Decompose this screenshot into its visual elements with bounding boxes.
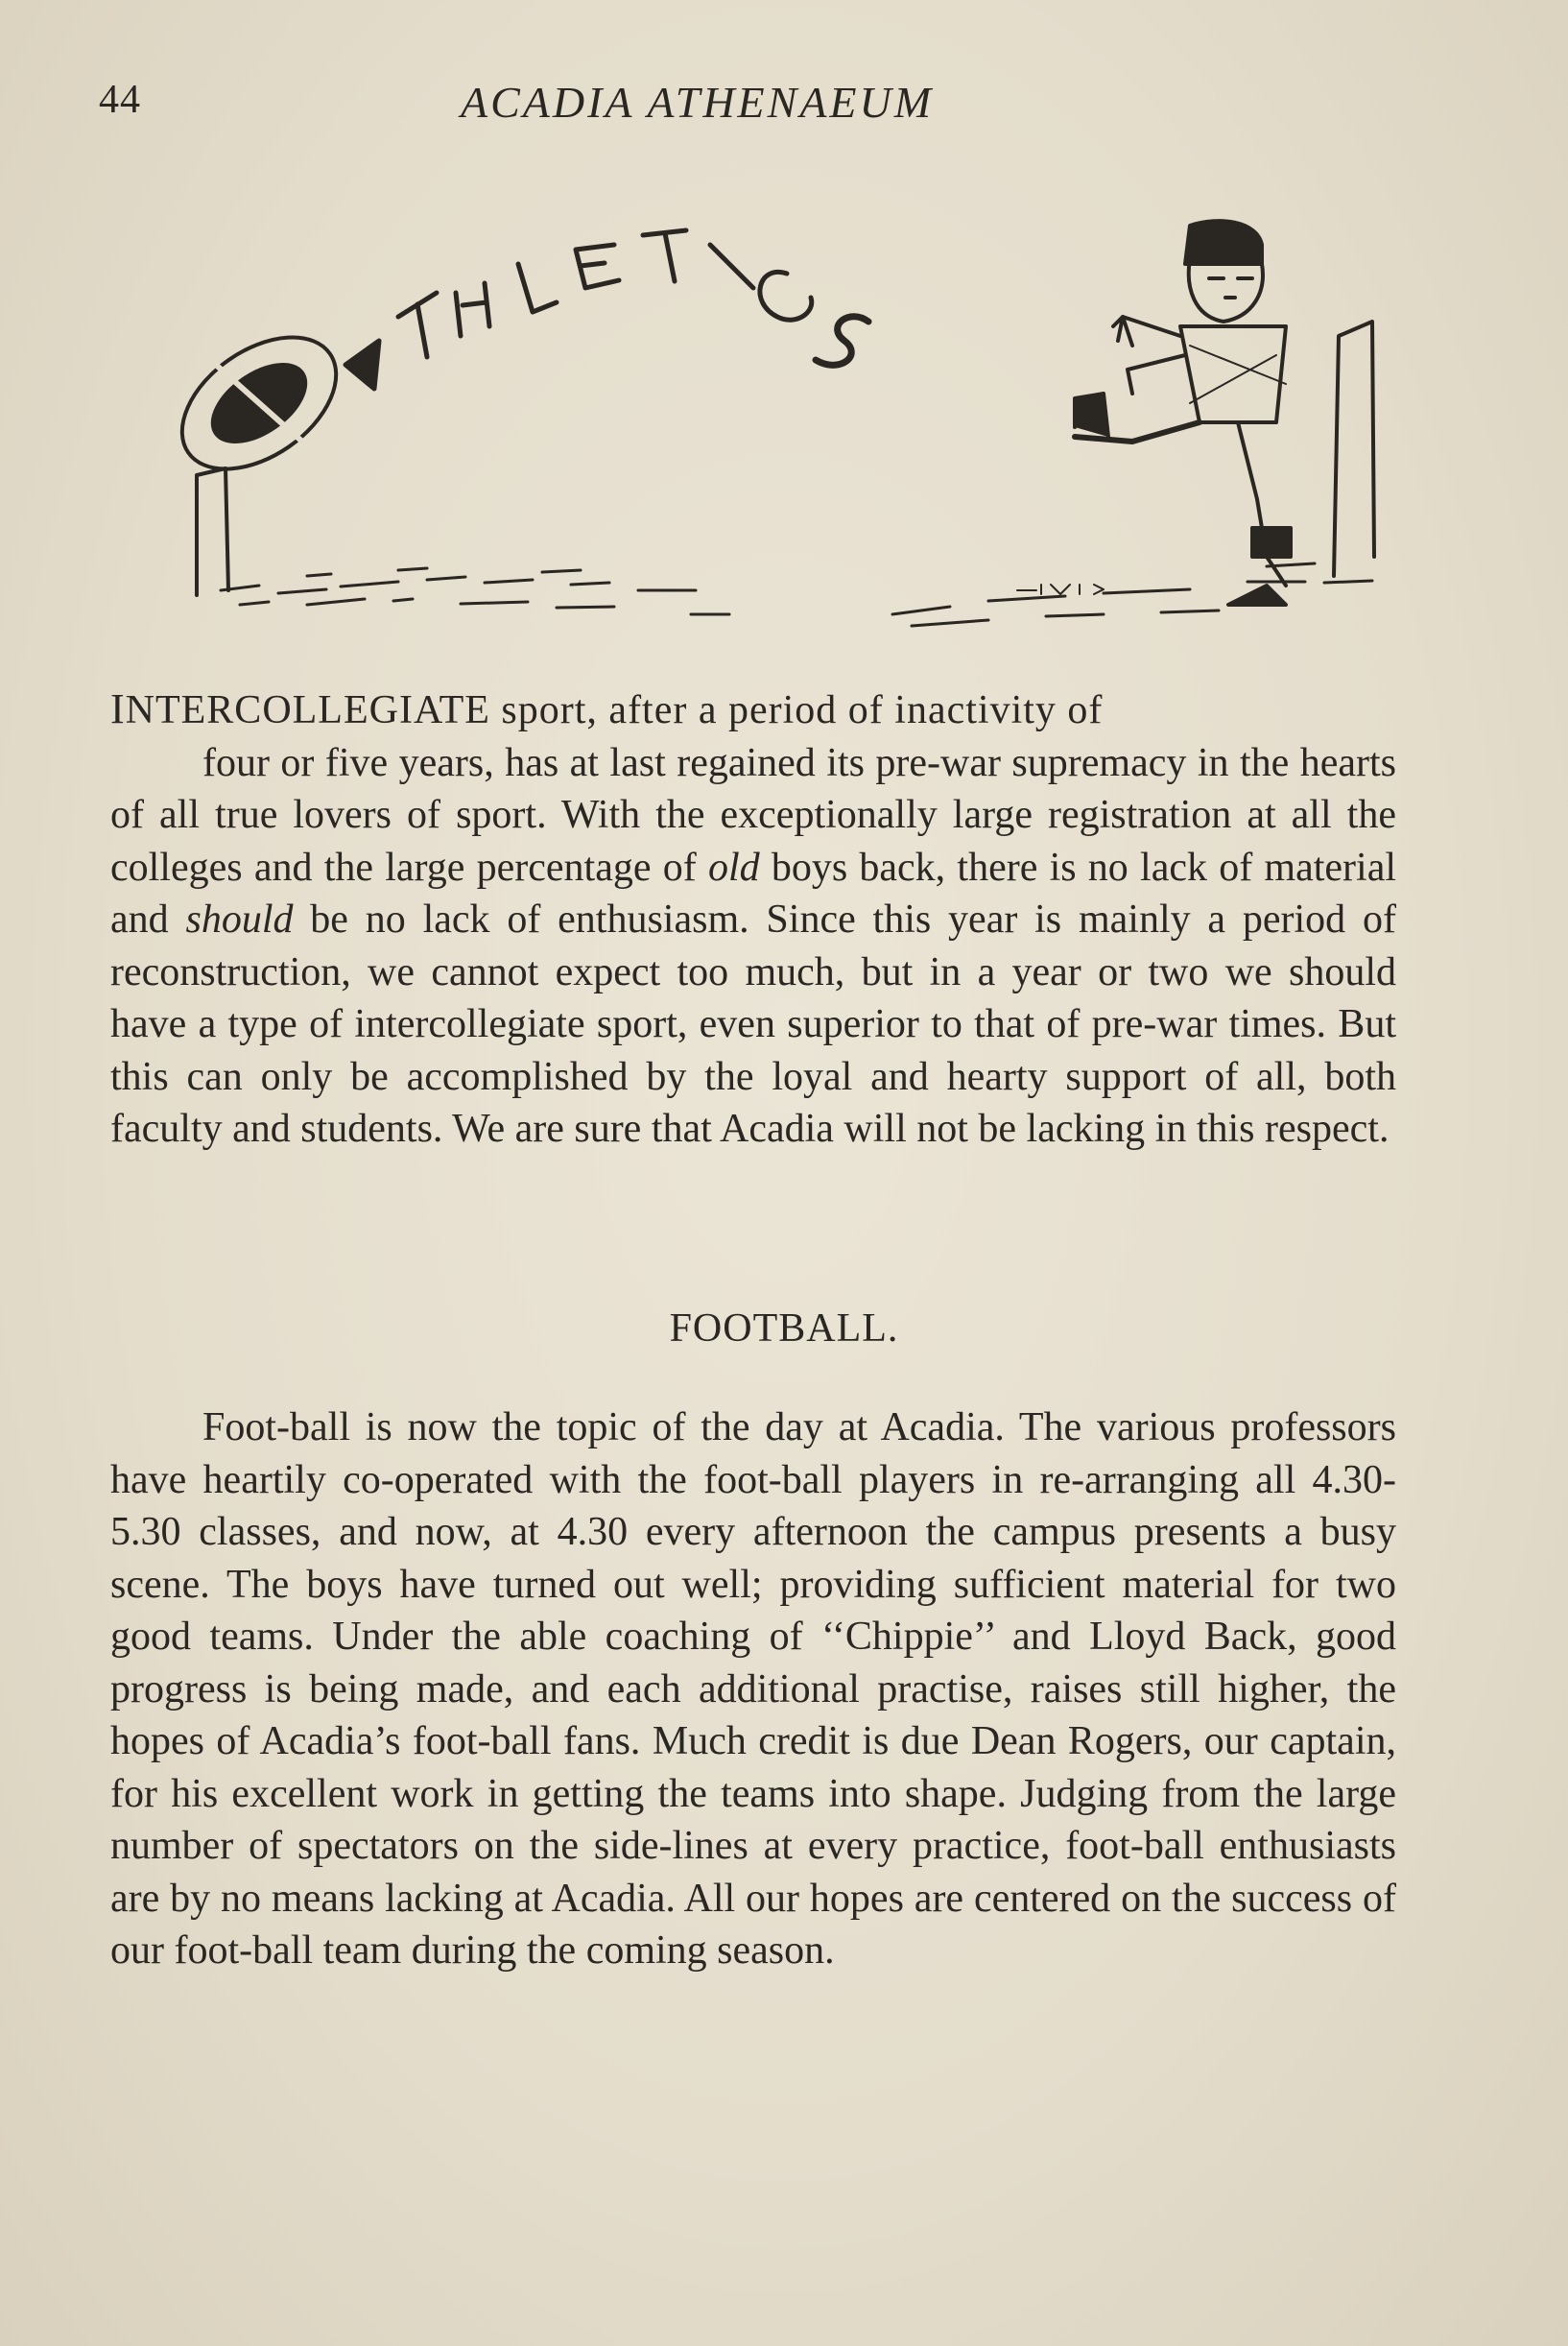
dropcap: I <box>110 685 126 732</box>
football-paragraph: Foot-ball is now the topic of the day at Acadia. The various professors have heartily co-operated with the foot-ball players in re-arranging all 4.30-5.30 classes, and now, at 4.30 every afternoon the campus presents a busy scene. The boys have turned out well; providing sufficient material for two good teams. Under the able coaching of ‘‘Chippie’’ and Lloyd Back, good progress is being made, and each additional practise, raises still higher, the hopes of Acadia’s foot-ball fans. Much credit is due Dean Rogers, our captain, for his excellent work in getting the teams into shape. Judging from the large number of spectators on the side-lines at every practice, foot-ball enthusiasts are by no means lacking at Acadia. All our hopes are centered on the success of our foot-ball team during the coming season. <box>110 1405 1396 1973</box>
ground-lines <box>221 563 1372 626</box>
football-drawing <box>163 310 360 495</box>
intro-first-line: NTERCOLLEGIATE sport, after a period of inactivity of <box>125 688 1104 732</box>
intro-emphasis-should: should <box>185 898 294 942</box>
athletics-illustration <box>163 211 1401 643</box>
intro-body <box>110 737 1396 1156</box>
intro-paragraph <box>110 683 1396 1156</box>
player-drawing <box>1075 221 1291 605</box>
intro-text-1: four or five years, has at last regained its pre-war supremacy in the hearts of all true lovers of sport. With the exceptionally large registration at all the colleges and the large percentage of <box>110 740 1396 890</box>
right-goal-post <box>1334 322 1374 576</box>
left-goal-post <box>197 468 228 595</box>
artist-signature <box>1017 585 1104 594</box>
intro-text-2: boys back, there is no lack of material and <box>110 845 1397 942</box>
running-title: ACADIA ATHENAEUM <box>461 78 935 127</box>
section-heading-football: FOOTBALL. <box>669 1306 899 1351</box>
page-number: 44 <box>99 78 141 122</box>
athletics-lettering <box>345 230 868 389</box>
intro-text-3: be no lack of enthusiasm. Since this year is mainly a period of reconstruction, we cannot expect too much, but in a year or two we should have a type of intercollegiate sport, even superior to that of pre-war times. But this can only be accomplished by the loyal and hearty support of all, both faculty and students. We are sure that Acadia will not be lacking in this respect. <box>110 898 1396 1151</box>
intro-emphasis-old: old <box>707 845 760 890</box>
